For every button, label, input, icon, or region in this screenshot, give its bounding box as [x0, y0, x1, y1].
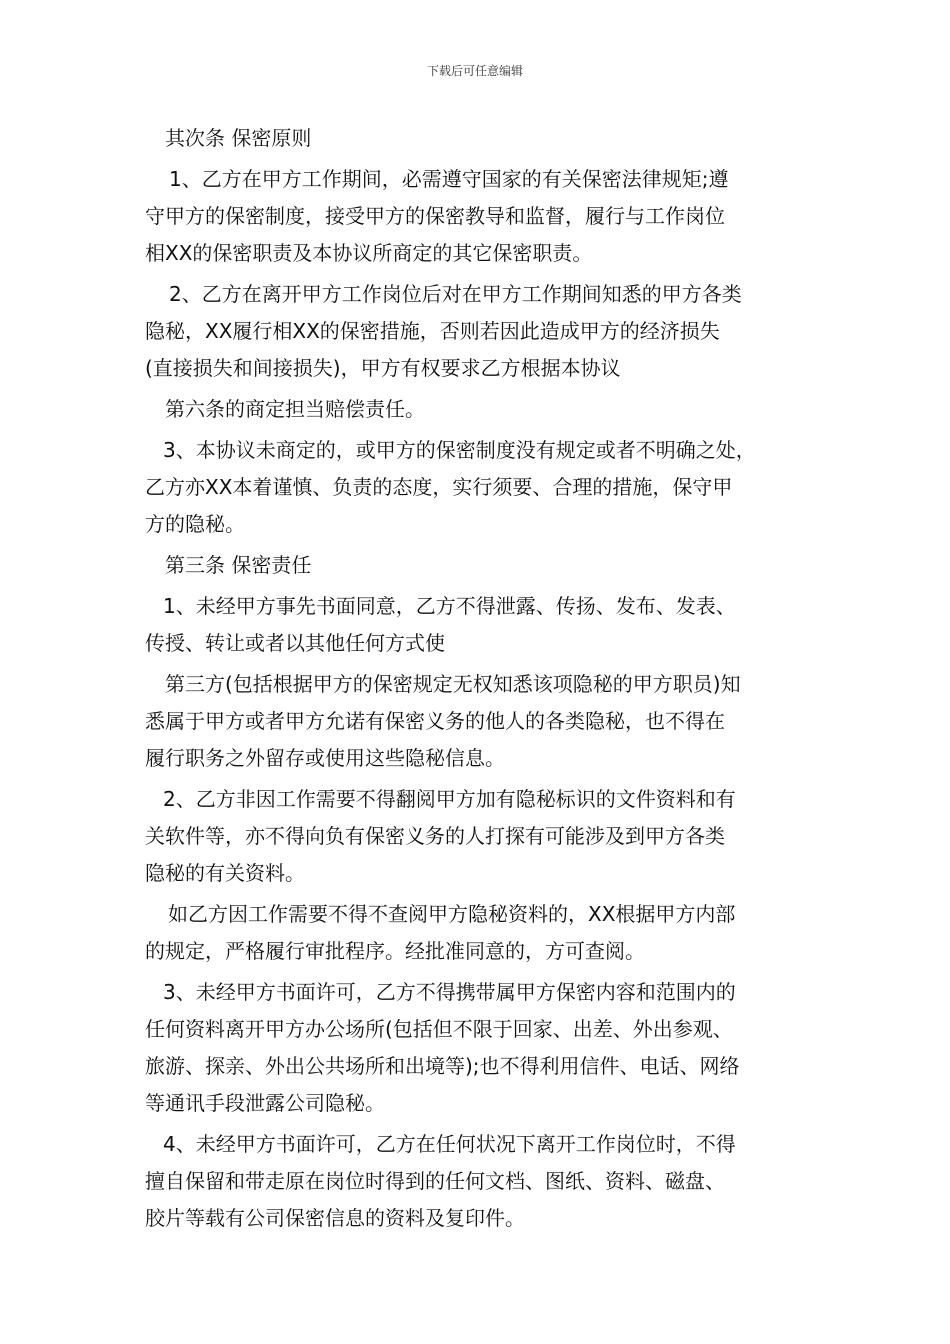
paragraph-line: 等通讯手段泄露公司隐秘。 [145, 1091, 385, 1115]
paragraph-line: 悉属于甲方或者甲方允诺有保密义务的他人的各类隐秘，也不得在 [145, 709, 725, 733]
paragraph-line: 隐秘，XX履行相XX的保密措施，否则若因此造成甲方的经济损失 [145, 319, 720, 343]
paragraph-line: 4、未经甲方书面许可，乙方在任何状况下离开工作岗位时，不得 [163, 1132, 736, 1156]
paragraph-line: 乙方亦XX本着谨慎、负责的态度，实行须要、合理的措施，保守甲 [145, 475, 733, 499]
paragraph-line: 2、乙方非因工作需要不得翻阅甲方加有隐秘标识的文件资料和有 [163, 787, 736, 811]
section-heading: 第三条 保密责任 [165, 553, 312, 577]
paragraph-line: 胶片等载有公司保密信息的资料及复印件。 [145, 1206, 525, 1230]
paragraph-line: 方的隐秘。 [145, 512, 245, 536]
paragraph-line: 3、未经甲方书面许可，乙方不得携带属甲方保密内容和范围内的 [163, 980, 736, 1004]
paragraph-line: 隐秘的有关资料。 [145, 861, 305, 885]
section-heading: 其次条 保密原则 [165, 126, 312, 150]
paragraph-line: 如乙方因工作需要不得不查阅甲方隐秘资料的，XX根据甲方内部 [168, 902, 736, 926]
paragraph-line: 1、未经甲方事先书面同意，乙方不得泄露、传扬、发布、发表、 [163, 594, 736, 618]
paragraph-line: 2、乙方在离开甲方工作岗位后对在甲方工作期间知悉的甲方各类 [169, 282, 742, 306]
page-header: 下载后可任意编辑 [426, 64, 523, 78]
paragraph-line: 相XX的保密职责及本协议所商定的其它保密职责。 [145, 241, 593, 265]
paragraph-line: 旅游、探亲、外出公共场所和出境等);也不得利用信件、电话、网络 [145, 1054, 740, 1078]
paragraph-line: 擅自保留和带走原在岗位时得到的任何文档、图纸、资料、磁盘、 [145, 1169, 725, 1193]
paragraph-line: 履行职务之外留存或使用这些隐秘信息。 [145, 746, 505, 770]
paragraph-line: 第六条的商定担当赔偿责任。 [165, 397, 425, 421]
paragraph-line: (直接损失和间接损失)，甲方有权要求乙方根据本协议 [145, 356, 621, 380]
paragraph-line: 的规定，严格履行审批程序。经批准同意的，方可查阅。 [145, 939, 645, 963]
paragraph-line: 3、本协议未商定的，或甲方的保密制度没有规定或者不明确之处， [163, 438, 756, 462]
paragraph-line: 1、乙方在甲方工作期间，必需遵守国家的有关保密法律规矩;遵 [169, 167, 729, 191]
document-body [145, 120, 810, 1237]
paragraph-line: 关软件等，亦不得向负有保密义务的人打探有可能涉及到甲方各类 [145, 824, 725, 848]
paragraph-line: 第三方(包括根据甲方的保密规定无权知悉该项隐秘的甲方职员)知 [165, 672, 741, 696]
paragraph-line: 守甲方的保密制度，接受甲方的保密教导和监督，履行与工作岗位 [145, 204, 725, 228]
paragraph-line: 任何资料离开甲方办公场所(包括但不限于回家、出差、外出参观、 [145, 1017, 733, 1041]
paragraph-line: 传授、转让或者以其他任何方式使 [145, 631, 445, 655]
